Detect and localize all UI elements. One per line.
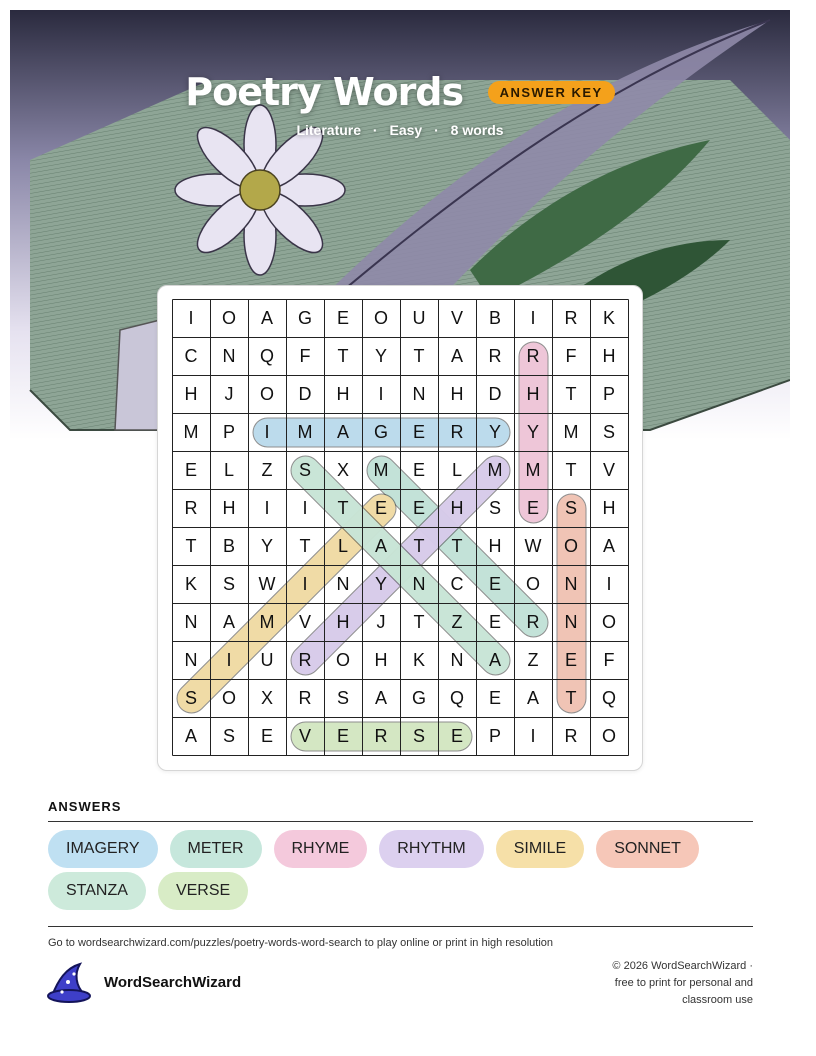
answer-chip-simile: SIMILE — [496, 830, 584, 868]
grid-cell: H — [222, 497, 236, 518]
grid-cell: R — [564, 307, 578, 328]
grid-cell: A — [488, 649, 501, 670]
grid-cell: Y — [374, 573, 387, 594]
grid-cell: Z — [527, 649, 539, 670]
grid-cell: I — [264, 421, 270, 442]
grid-cell: G — [373, 421, 388, 442]
word-grid — [172, 299, 629, 756]
grid-cell: N — [412, 383, 426, 404]
footer-divider — [48, 926, 753, 927]
brand-name: WordSearchWizard — [104, 974, 242, 991]
grid-cell: S — [222, 725, 235, 746]
grid-cell: S — [222, 573, 235, 594]
grid-cell: X — [260, 687, 273, 708]
grid-cell: A — [450, 345, 463, 366]
puzzle-meta — [0, 122, 800, 138]
page-title: Poetry Words — [185, 70, 464, 114]
grid-cell: A — [526, 687, 539, 708]
title-row — [0, 70, 800, 114]
grid-cell: F — [603, 649, 615, 670]
answers-divider — [48, 821, 753, 822]
grid-cell: I — [530, 725, 536, 746]
grid-cell: O — [563, 535, 578, 556]
grid-cell: H — [602, 497, 616, 518]
grid-cell: I — [302, 497, 308, 518]
grid-cell: O — [373, 307, 388, 328]
grid-cell: H — [602, 345, 616, 366]
grid-cell: T — [337, 345, 349, 366]
grid-cell: H — [336, 383, 350, 404]
answer-chip-stanza: STANZA — [48, 872, 146, 910]
grid-cell: P — [602, 383, 615, 404]
grid-cell: H — [450, 497, 464, 518]
grid-cell: K — [184, 573, 197, 594]
grid-cell: S — [298, 459, 311, 480]
grid-cell: R — [488, 345, 502, 366]
grid-cell: I — [606, 573, 612, 594]
grid-cell: D — [488, 383, 502, 404]
grid-cell: Q — [601, 687, 616, 708]
grid-cell: A — [374, 687, 387, 708]
grid-cell: S — [412, 725, 425, 746]
grid-cell: Q — [449, 687, 464, 708]
grid-cell: O — [259, 383, 274, 404]
grid-cell: N — [450, 649, 464, 670]
grid-cell: A — [184, 725, 197, 746]
answer-key-badge: ANSWER KEY — [488, 81, 615, 104]
grid-cell: N — [564, 611, 578, 632]
grid-cell: T — [413, 535, 425, 556]
grid-cell: F — [299, 345, 311, 366]
answer-chip-rhyme: RHYME — [274, 830, 368, 868]
grid-cell: R — [298, 649, 312, 670]
word-count-label: 8 words — [450, 122, 504, 138]
grid-cell: N — [564, 573, 578, 594]
grid-cell: M — [183, 421, 199, 442]
grid-cell: I — [264, 497, 270, 518]
grid-cell: G — [411, 687, 426, 708]
grid-cell: Q — [259, 345, 274, 366]
grid-cell: O — [601, 725, 616, 746]
answer-list — [48, 830, 753, 910]
grid-cell: K — [602, 307, 615, 328]
grid-cell: V — [298, 725, 311, 746]
grid-cell: S — [336, 687, 349, 708]
grid-cell: S — [488, 497, 501, 518]
grid-cell: A — [602, 535, 615, 556]
difficulty-label: Easy — [389, 122, 423, 138]
answer-chip-rhythm: RHYTHM — [379, 830, 483, 868]
grid-cell: H — [336, 611, 350, 632]
grid-cell: W — [524, 535, 542, 556]
grid-cell: Y — [488, 421, 501, 442]
grid-cell: T — [451, 535, 463, 556]
answers-heading: ANSWERS — [48, 799, 122, 814]
grid-cell: J — [376, 611, 386, 632]
grid-cell: E — [184, 459, 197, 480]
grid-cell: O — [221, 307, 236, 328]
grid-cell: E — [336, 725, 349, 746]
grid-cell: V — [450, 307, 463, 328]
grid-cell: M — [487, 459, 503, 480]
grid-cell: M — [297, 421, 313, 442]
copyright-line: classroom use — [682, 994, 753, 1006]
grid-cell: C — [450, 573, 464, 594]
grid-cell: O — [525, 573, 540, 594]
grid-cell: N — [184, 611, 198, 632]
grid-cell: I — [378, 383, 384, 404]
grid-cell: B — [222, 535, 235, 556]
answer-chip-sonnet: SONNET — [596, 830, 699, 868]
copyright-line: © 2026 WordSearchWizard · — [612, 960, 753, 972]
grid-cell: V — [298, 611, 311, 632]
grid-cell: T — [565, 459, 577, 480]
grid-cell: A — [374, 535, 387, 556]
grid-cell: R — [184, 497, 198, 518]
grid-cell: E — [260, 725, 273, 746]
grid-cell: E — [412, 421, 425, 442]
grid-cell: W — [258, 573, 276, 594]
grid-cell: Y — [374, 345, 387, 366]
grid-cell: F — [565, 345, 577, 366]
grid-cell: O — [601, 611, 616, 632]
grid-cell: B — [488, 307, 501, 328]
grid-cell: A — [222, 611, 235, 632]
grid-cell: M — [525, 459, 541, 480]
wizard-hat-icon — [46, 962, 92, 1004]
grid-cell: I — [226, 649, 232, 670]
grid-cell: R — [374, 725, 388, 746]
grid-cell: U — [260, 649, 274, 670]
grid-cell: P — [222, 421, 235, 442]
grid-cell: I — [188, 307, 194, 328]
grid-cell: E — [412, 497, 425, 518]
grid-cell: M — [373, 459, 389, 480]
grid-cell: Z — [451, 611, 463, 632]
grid-cell: M — [259, 611, 275, 632]
grid-cell: H — [450, 383, 464, 404]
grid-cell: E — [450, 725, 463, 746]
answer-chip-meter: METER — [170, 830, 262, 868]
grid-cell: E — [488, 573, 501, 594]
grid-cell: T — [413, 611, 425, 632]
grid-cell: L — [223, 459, 234, 480]
grid-cell: N — [184, 649, 198, 670]
grid-cell: N — [222, 345, 236, 366]
grid-cell: T — [185, 535, 197, 556]
grid-cell: Y — [526, 421, 539, 442]
grid-cell: A — [336, 421, 349, 442]
category-label: Literature — [296, 122, 362, 138]
grid-cell: E — [336, 307, 349, 328]
copyright-notice — [573, 958, 753, 1009]
grid-cell: U — [412, 307, 426, 328]
meta-separator: · — [372, 122, 378, 138]
grid-cell: Y — [260, 535, 273, 556]
grid-cell: R — [526, 345, 540, 366]
answer-chip-imagery: IMAGERY — [48, 830, 158, 868]
grid-cell: J — [224, 383, 234, 404]
grid-cell: N — [412, 573, 426, 594]
grid-cell: G — [297, 307, 312, 328]
grid-cell: R — [298, 687, 312, 708]
grid-cell: E — [488, 687, 501, 708]
grid-cell: D — [298, 383, 312, 404]
grid-cell: K — [412, 649, 425, 670]
grid-cell: N — [336, 573, 350, 594]
grid-cell: M — [563, 421, 579, 442]
grid-cell: V — [602, 459, 615, 480]
grid-cell: E — [488, 611, 501, 632]
grid-cell: R — [450, 421, 464, 442]
grid-cell: E — [412, 459, 425, 480]
answer-chip-verse: VERSE — [158, 872, 248, 910]
grid-cell: H — [526, 383, 540, 404]
grid-cell: C — [184, 345, 198, 366]
grid-cell: R — [526, 611, 540, 632]
grid-cell: E — [374, 497, 387, 518]
grid-cell: O — [335, 649, 350, 670]
grid-cell: T — [565, 687, 577, 708]
grid-cell: T — [565, 383, 577, 404]
grid-cell: S — [602, 421, 615, 442]
grid-cell: T — [413, 345, 425, 366]
grid-cell: T — [299, 535, 311, 556]
grid-cell: I — [302, 573, 308, 594]
grid-cell: A — [260, 307, 273, 328]
grid-cell: E — [564, 649, 577, 670]
grid-cell: O — [221, 687, 236, 708]
grid-cell: H — [184, 383, 198, 404]
grid-cell: E — [526, 497, 539, 518]
grid-cell: Z — [261, 459, 273, 480]
grid-cell: L — [451, 459, 462, 480]
grid-letters — [172, 299, 629, 756]
grid-cell: S — [184, 687, 197, 708]
grid-cell: X — [336, 459, 349, 480]
footer-link[interactable]: Go to wordsearchwizard.com/puzzles/poetry-words-word-search to play online or print in high resolution — [48, 937, 554, 949]
grid-cell: I — [530, 307, 536, 328]
grid-cell: R — [564, 725, 578, 746]
grid-cell: P — [488, 725, 501, 746]
grid-cell: H — [488, 535, 502, 556]
grid-cell: H — [374, 649, 388, 670]
grid-cell: S — [564, 497, 577, 518]
meta-separator: · — [434, 122, 439, 138]
copyright-line: free to print for personal and — [614, 977, 753, 989]
grid-cell: T — [337, 497, 349, 518]
grid-cell: L — [337, 535, 348, 556]
